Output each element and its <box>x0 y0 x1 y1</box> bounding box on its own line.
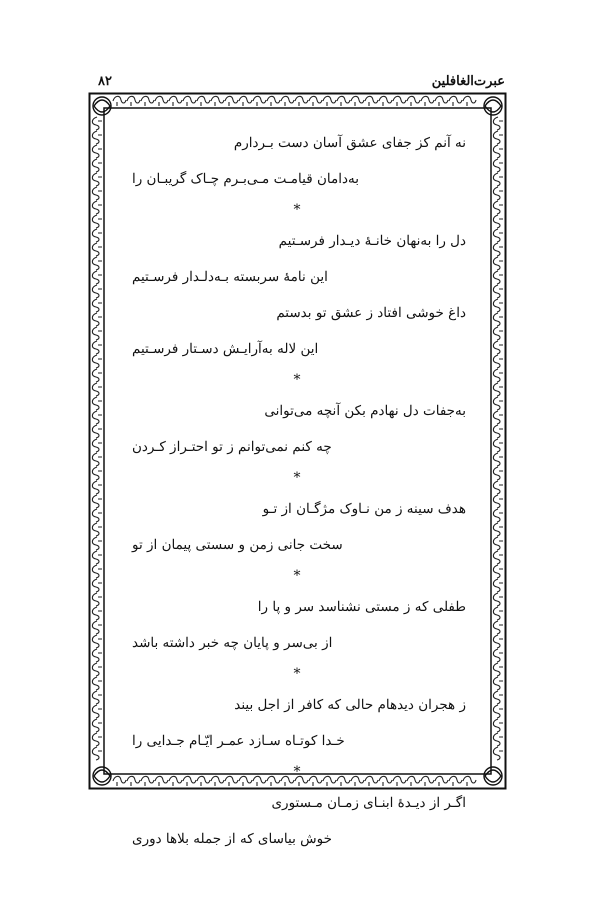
border-ornament <box>127 96 140 106</box>
border-ornament <box>323 96 336 106</box>
stanza-separator: * <box>293 666 301 682</box>
border-ornament <box>92 621 102 634</box>
border-ornament <box>92 537 102 550</box>
border-ornament <box>493 551 503 564</box>
border-ornament <box>183 96 196 106</box>
border-ornament <box>493 565 503 578</box>
border-ornament <box>493 397 503 410</box>
verse-line: خـدا کوتـاه سـازد عمـر ایّـام جـدایی را <box>132 733 345 749</box>
border-ornament <box>92 663 102 676</box>
border-ornament <box>92 495 102 508</box>
border-ornament <box>92 327 102 340</box>
border-ornament <box>92 509 102 522</box>
border-ornament <box>92 397 102 410</box>
running-header-title: عبرت‌الغافلین <box>431 74 505 89</box>
border-ornament <box>92 299 102 312</box>
border-ornament <box>309 96 322 106</box>
border-ornament <box>169 96 182 106</box>
border-ornament <box>92 187 102 200</box>
border-ornament <box>493 257 503 270</box>
stanza-separator: * <box>293 470 301 486</box>
border-ornament <box>92 565 102 578</box>
stanza-separator: * <box>293 764 301 780</box>
border-ornament <box>493 187 503 200</box>
border-ornament <box>493 117 503 130</box>
verse-line: نه آنم کز جفای عشق آسان دست بـردارم <box>233 135 466 151</box>
border-ornament <box>407 96 420 106</box>
border-ornament <box>493 411 503 424</box>
stanza <box>120 125 474 197</box>
border-ornament <box>493 593 503 606</box>
stanza <box>120 393 474 465</box>
border-ornament <box>493 481 503 494</box>
border-ornament <box>281 96 294 106</box>
stanza <box>120 785 474 857</box>
border-ornament <box>211 96 224 106</box>
border-ornament <box>493 621 503 634</box>
border-ornament <box>92 215 102 228</box>
border-ornament <box>493 173 503 186</box>
border-ornament <box>92 579 102 592</box>
verse-line: طفلی که ز مستی نشناسد سر و پا را <box>257 599 466 615</box>
border-ornament <box>365 96 378 106</box>
border-ornament <box>92 201 102 214</box>
border-ornament <box>493 299 503 312</box>
border-ornament <box>92 649 102 662</box>
verse-line: ز هجران دیدهام حالی که کافر از اجل بیند <box>234 697 466 713</box>
border-ornament <box>92 229 102 242</box>
border-ornament <box>92 257 102 270</box>
border-ornament <box>493 719 503 732</box>
border-ornament <box>493 733 503 746</box>
border-ornament <box>493 635 503 648</box>
border-ornament <box>92 131 102 144</box>
stanza-separator: * <box>293 202 301 218</box>
verse-line: خوش بیاسای که از جمله بلاها دوری <box>132 831 332 847</box>
border-ornament <box>493 313 503 326</box>
stanza-separator: * <box>293 568 301 584</box>
verse-line: به‌دامان قیامـت مـی‌بـرم چـاک گریبـان را <box>132 171 359 187</box>
verse-line: به‌جفات دل نهادم بکن آنچه می‌توانی <box>264 403 466 419</box>
border-ornament <box>493 131 503 144</box>
stanza <box>120 687 474 759</box>
border-ornament <box>493 271 503 284</box>
border-ornament <box>92 145 102 158</box>
border-ornament <box>253 96 266 106</box>
border-ornament <box>493 607 503 620</box>
border-ornament <box>435 96 448 106</box>
border-ornament <box>449 96 462 106</box>
border-ornament <box>92 243 102 256</box>
border-ornament <box>92 691 102 704</box>
verse-line: سخت جانی زمن و سستی پیمان از تو <box>132 537 343 553</box>
border-ornament <box>92 341 102 354</box>
border-ornament <box>197 96 210 106</box>
border-ornament <box>92 705 102 718</box>
border-ornament <box>379 96 392 106</box>
border-ornament <box>92 593 102 606</box>
border-ornament <box>493 159 503 172</box>
border-ornament <box>493 243 503 256</box>
border-ornament <box>92 481 102 494</box>
border-ornament <box>92 733 102 746</box>
border-ornament <box>493 537 503 550</box>
border-ornament <box>493 705 503 718</box>
border-ornament <box>493 425 503 438</box>
border-ornament <box>267 96 280 106</box>
border-ornament <box>141 96 154 106</box>
border-ornament <box>92 159 102 172</box>
border-ornament <box>493 229 503 242</box>
border-ornament <box>493 579 503 592</box>
border-ornament <box>493 341 503 354</box>
border-ornament <box>493 355 503 368</box>
border-ornament <box>295 96 308 106</box>
verse-line: این نامهٔ سربسته بـه‌دلـدار فرسـتیم <box>132 269 328 285</box>
border-ornament <box>493 439 503 452</box>
border-ornament <box>92 607 102 620</box>
border-ornament <box>92 523 102 536</box>
verse-line: از بی‌سر و پایان چه خبر داشته باشد <box>132 635 333 651</box>
border-ornament <box>493 649 503 662</box>
border-ornament <box>493 327 503 340</box>
border-ornament <box>493 201 503 214</box>
border-ornament <box>92 369 102 382</box>
border-ornament <box>92 719 102 732</box>
border-ornament <box>493 523 503 536</box>
verse-line: چه کنم نمی‌توانم ز تو احتـراز کـردن <box>132 439 332 455</box>
verse-line: این لاله به‌آرایـش دسـتار فرسـتیم <box>132 341 319 357</box>
border-ornament <box>351 96 364 106</box>
border-ornament <box>421 96 434 106</box>
stanza <box>120 491 474 563</box>
border-ornament <box>493 495 503 508</box>
verse-line: دل را به‌نهان خانـهٔ دیـدار فرسـتیم <box>278 233 466 249</box>
verse-line: اگـر از دیـدهٔ ابنـای زمـان مـستوری <box>271 795 466 811</box>
border-ornament <box>92 173 102 186</box>
border-ornament <box>92 747 102 760</box>
border-ornament <box>493 747 503 760</box>
border-ornament <box>92 635 102 648</box>
border-ornament <box>92 411 102 424</box>
stanza <box>120 589 474 661</box>
stanza <box>120 223 474 367</box>
border-ornament <box>337 96 350 106</box>
border-ornament <box>92 383 102 396</box>
border-ornament <box>493 677 503 690</box>
border-ornament <box>92 425 102 438</box>
verse-line: داغ خوشی افتاد ز عشق تو بدستم <box>276 305 466 321</box>
verse-line: هدف سینه ز من نـاوک مژگـان از تـو <box>262 501 466 517</box>
border-ornament <box>155 96 168 106</box>
border-ornament <box>463 96 476 106</box>
border-ornament <box>239 96 252 106</box>
border-ornament <box>493 453 503 466</box>
poem-body <box>120 125 474 857</box>
border-ornament <box>92 313 102 326</box>
border-ornament <box>92 467 102 480</box>
border-ornament <box>113 96 126 106</box>
page-number: ۸۲ <box>98 74 112 89</box>
border-ornament <box>92 453 102 466</box>
border-ornament <box>92 677 102 690</box>
border-ornament <box>92 551 102 564</box>
border-ornament <box>92 117 102 130</box>
border-ornament <box>493 383 503 396</box>
border-ornament <box>493 691 503 704</box>
border-ornament <box>493 467 503 480</box>
border-ornament <box>92 285 102 298</box>
border-ornament <box>92 355 102 368</box>
border-ornament <box>493 215 503 228</box>
border-ornament <box>493 369 503 382</box>
border-ornament <box>493 145 503 158</box>
border-ornament <box>493 509 503 522</box>
border-ornament <box>225 96 238 106</box>
border-ornament <box>92 439 102 452</box>
border-ornament <box>493 663 503 676</box>
border-ornament <box>92 271 102 284</box>
border-ornament <box>393 96 406 106</box>
border-ornament <box>493 285 503 298</box>
stanza-separator: * <box>293 372 301 388</box>
